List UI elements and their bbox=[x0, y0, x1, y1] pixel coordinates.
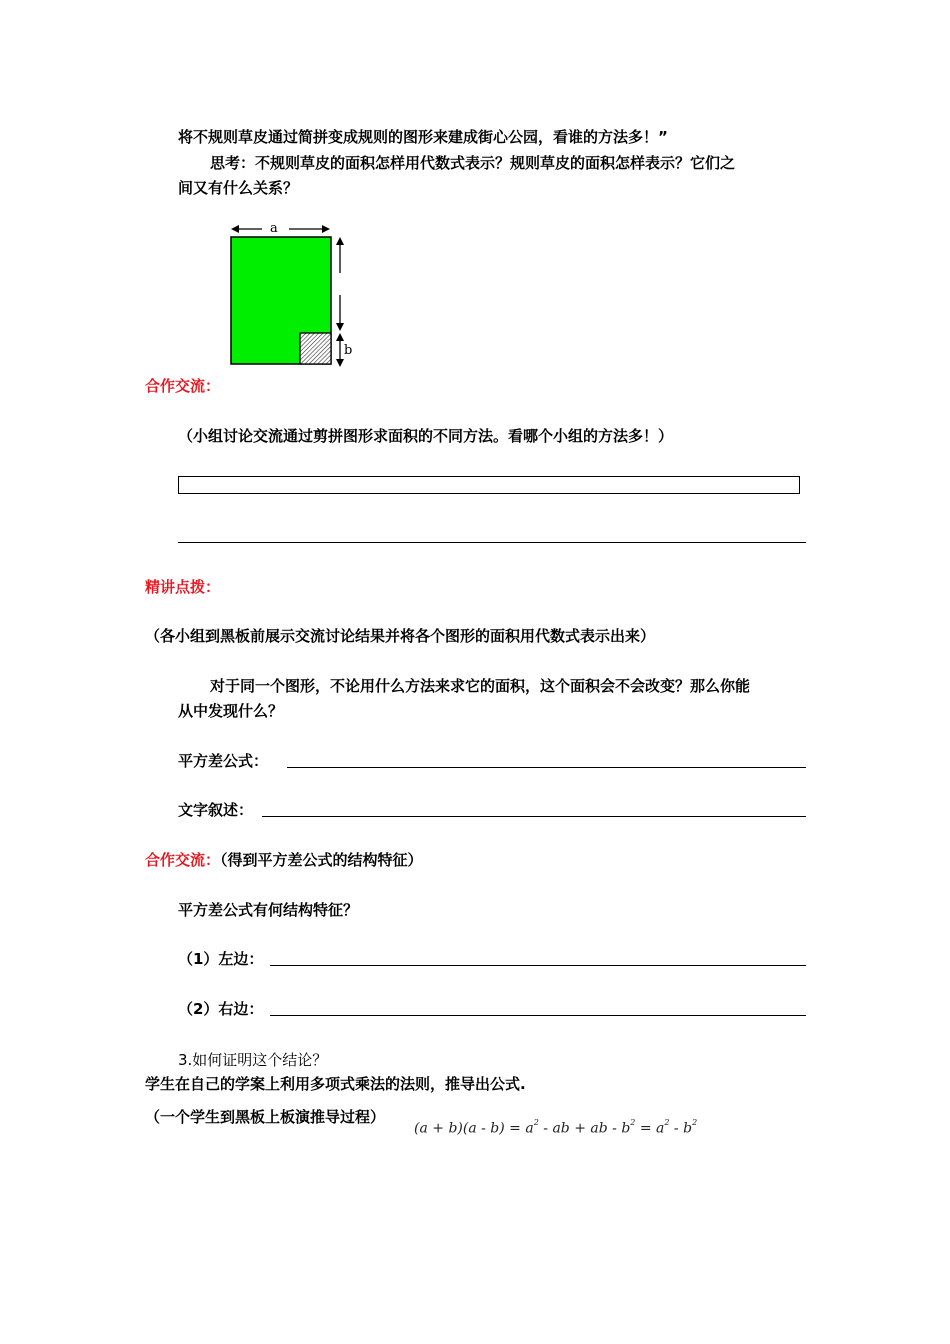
question-line-2: 从中发现什么？ bbox=[178, 702, 284, 720]
think-line-2: 间又有什么关系？ bbox=[178, 179, 299, 197]
section1-heading: 合作交流： bbox=[145, 377, 221, 395]
proof-desc: 学生在自己的学案上利用多项式乘法的法则，推导出公式. bbox=[145, 1075, 526, 1093]
derivation-formula: $(a + b)(a - b) = a^2$ - ab + ab - $b^2 = a^2 - b^2$ bbox=[414, 1118, 698, 1137]
structure-question: 平方差公式有何结构特征？ bbox=[178, 901, 359, 919]
formula-blank[interactable] bbox=[287, 767, 806, 768]
section3-heading: 合作交流： bbox=[145, 851, 221, 869]
left-label: （1）左边： bbox=[178, 950, 264, 968]
label-a: a bbox=[270, 221, 278, 236]
hatched-square bbox=[300, 333, 331, 364]
area-figure bbox=[220, 215, 360, 375]
answer-line[interactable] bbox=[178, 542, 806, 543]
formula-label: 平方差公式： bbox=[178, 752, 269, 770]
section2-heading: 精讲点拨： bbox=[145, 578, 221, 596]
proof-title: 3.如何证明这个结论？ bbox=[178, 1051, 328, 1069]
section1-prompt: （小组讨论交流通过剪拼图形求面积的不同方法。看哪个小组的方法多！） bbox=[178, 427, 674, 445]
question-line-1: 对于同一个图形，不论用什么方法来求它的面积，这个面积会不会改变？那么你能 bbox=[210, 677, 751, 695]
section2-prompt: （各小组到黑板前展示交流讨论结果并将各个图形的面积用代数式表示出来） bbox=[145, 627, 656, 645]
label-b: b bbox=[344, 343, 353, 358]
think-line-1: 思考：不规则草皮的面积怎样用代数式表示？规则草皮的面积怎样表示？它们之 bbox=[210, 154, 736, 172]
right-label: （2）右边： bbox=[178, 1000, 264, 1018]
right-blank[interactable] bbox=[270, 1015, 806, 1016]
words-label: 文字叙述： bbox=[178, 801, 254, 819]
proof-note: （一个学生到黑板上板演推导过程） bbox=[145, 1108, 386, 1126]
intro-line: 将不规则草皮通过简拼变成规则的图形来建成街心公园，看谁的方法多！” bbox=[178, 128, 668, 146]
left-blank[interactable] bbox=[270, 965, 806, 966]
answer-box[interactable] bbox=[178, 476, 800, 494]
section3-heading-row bbox=[145, 850, 423, 870]
section3-heading-rest: （得到平方差公式的结构特征） bbox=[220, 851, 423, 869]
words-blank[interactable] bbox=[262, 816, 806, 817]
